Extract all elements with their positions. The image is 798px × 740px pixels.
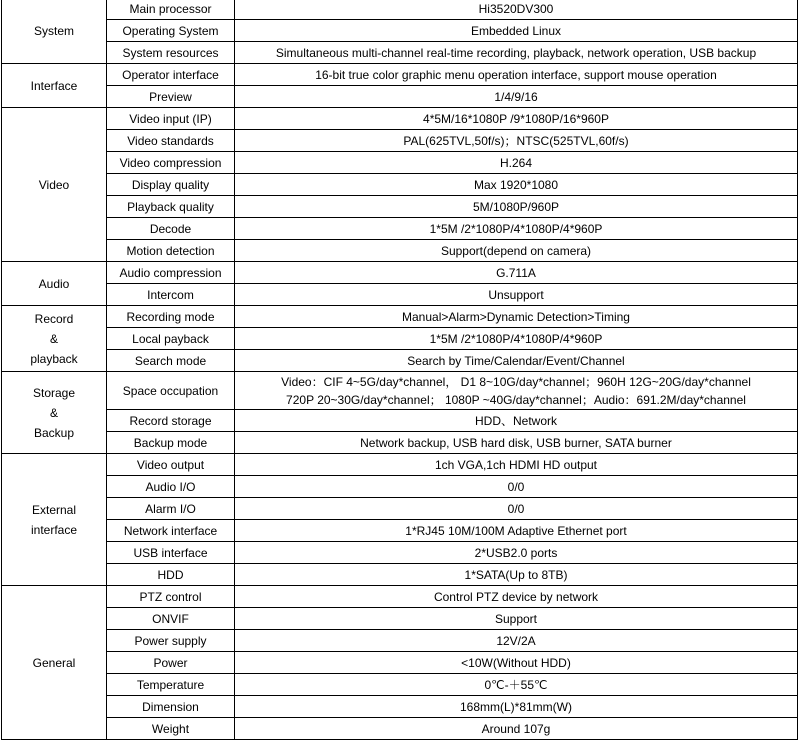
table-row bbox=[2, 454, 798, 476]
spec-label: PTZ control bbox=[107, 586, 235, 608]
spec-value-line: 1*SATA(Up to 8TB) bbox=[464, 567, 568, 582]
table-row bbox=[2, 108, 798, 130]
category-label: External bbox=[31, 502, 77, 517]
spec-label: Dimension bbox=[107, 696, 235, 718]
spec-table-body bbox=[2, 0, 798, 740]
spec-value-line: Embedded Linux bbox=[470, 23, 562, 38]
spec-value-line: 1ch VGA,1ch HDMI HD output bbox=[434, 457, 598, 472]
category-cell bbox=[2, 586, 107, 740]
spec-value-line: Around 107g bbox=[481, 721, 551, 736]
spec-value bbox=[235, 284, 798, 306]
spec-value-line: 720P 20~30G/day*channel； 1080P ~40G/day*channel；Audio：691.2M/day*channel bbox=[286, 392, 746, 407]
category-cell bbox=[2, 64, 107, 108]
category-label: General bbox=[32, 655, 76, 670]
spec-value bbox=[235, 306, 798, 328]
spec-value bbox=[235, 174, 798, 196]
table-row bbox=[2, 0, 798, 20]
spec-label: Preview bbox=[107, 86, 235, 108]
category-cell bbox=[2, 262, 107, 306]
spec-label: Power bbox=[107, 652, 235, 674]
spec-label: Audio compression bbox=[107, 262, 235, 284]
table-row bbox=[2, 542, 798, 564]
spec-label: Audio I/O bbox=[107, 476, 235, 498]
table-row bbox=[2, 630, 798, 652]
spec-value-line: 1/4/9/16 bbox=[494, 89, 538, 104]
spec-value-line: Support(depend on camera) bbox=[440, 243, 592, 258]
spec-value bbox=[235, 328, 798, 350]
spec-value bbox=[235, 454, 798, 476]
spec-value-line: 168mm(L)*81mm(W) bbox=[459, 699, 572, 714]
spec-value-line: Hi3520DV300 bbox=[478, 1, 554, 16]
table-row bbox=[2, 718, 798, 740]
spec-value bbox=[235, 608, 798, 630]
spec-label: Playback quality bbox=[107, 196, 235, 218]
spec-label: Display quality bbox=[107, 174, 235, 196]
spec-label: Power supply bbox=[107, 630, 235, 652]
table-row bbox=[2, 372, 798, 410]
category-label: Backup bbox=[33, 425, 75, 440]
table-row bbox=[2, 174, 798, 196]
table-row bbox=[2, 20, 798, 42]
table-row bbox=[2, 498, 798, 520]
spec-value-line: Video：CIF 4~5G/day*channel， D1 8~10G/day*channel；960H 12G~20G/day*channel bbox=[281, 374, 751, 389]
table-row bbox=[2, 130, 798, 152]
table-row bbox=[2, 152, 798, 174]
spec-label: System resources bbox=[107, 42, 235, 64]
spec-value bbox=[235, 674, 798, 696]
spec-label: Network interface bbox=[107, 520, 235, 542]
spec-value bbox=[235, 718, 798, 740]
spec-value bbox=[235, 20, 798, 42]
spec-value bbox=[235, 196, 798, 218]
spec-value bbox=[235, 586, 798, 608]
spec-value bbox=[235, 152, 798, 174]
table-row bbox=[2, 196, 798, 218]
spec-value-line: Support bbox=[494, 611, 538, 626]
table-row bbox=[2, 410, 798, 432]
table-row bbox=[2, 608, 798, 630]
category-label: interface bbox=[30, 522, 78, 537]
spec-label: Space occupation bbox=[107, 372, 235, 410]
table-row bbox=[2, 240, 798, 262]
category-cell bbox=[2, 306, 107, 372]
spec-value-line: Simultaneous multi-channel real-time recording, playback, network operation, USB backup bbox=[275, 45, 757, 60]
spec-value-line: Control PTZ device by network bbox=[433, 589, 599, 604]
table-row bbox=[2, 64, 798, 86]
spec-value-line: G.711A bbox=[496, 265, 536, 280]
spec-value bbox=[235, 696, 798, 718]
spec-value bbox=[235, 108, 798, 130]
spec-table bbox=[1, 0, 798, 740]
category-label: Storage bbox=[32, 385, 76, 400]
spec-label: Alarm I/O bbox=[107, 498, 235, 520]
spec-value bbox=[235, 630, 798, 652]
spec-value-line: H.264 bbox=[499, 155, 533, 170]
category-label: Video bbox=[38, 177, 70, 192]
spec-value bbox=[235, 372, 798, 410]
table-row bbox=[2, 350, 798, 372]
category-label: & bbox=[49, 405, 58, 420]
spec-value bbox=[235, 218, 798, 240]
spec-value-line: Unsupport bbox=[488, 287, 544, 302]
spec-value-line: 0/0 bbox=[507, 479, 525, 494]
spec-value-line: 5M/1080P/960P bbox=[472, 199, 560, 214]
spec-label: Local payback bbox=[107, 328, 235, 350]
spec-value bbox=[235, 64, 798, 86]
table-row bbox=[2, 674, 798, 696]
spec-label: Video input (IP) bbox=[107, 108, 235, 130]
category-label: System bbox=[33, 23, 74, 38]
spec-value-line: Max 1920*1080 bbox=[473, 177, 559, 192]
spec-label: Intercom bbox=[107, 284, 235, 306]
spec-value-line: Search by Time/Calendar/Event/Channel bbox=[407, 353, 625, 368]
spec-label: Video standards bbox=[107, 130, 235, 152]
spec-label: Search mode bbox=[107, 350, 235, 372]
spec-label: Decode bbox=[107, 218, 235, 240]
spec-value bbox=[235, 0, 798, 20]
spec-value bbox=[235, 262, 798, 284]
spec-value bbox=[235, 432, 798, 454]
category-label: playback bbox=[30, 351, 78, 366]
spec-value bbox=[235, 564, 798, 586]
category-cell bbox=[2, 454, 107, 586]
spec-label: Main processor bbox=[107, 0, 235, 20]
spec-value bbox=[235, 130, 798, 152]
category-cell bbox=[2, 372, 107, 454]
spec-label: Weight bbox=[107, 718, 235, 740]
spec-label: HDD bbox=[107, 564, 235, 586]
spec-value bbox=[235, 410, 798, 432]
table-row bbox=[2, 520, 798, 542]
category-cell bbox=[2, 0, 107, 64]
spec-value bbox=[235, 652, 798, 674]
table-row bbox=[2, 652, 798, 674]
table-row bbox=[2, 86, 798, 108]
spec-label: Video compression bbox=[107, 152, 235, 174]
spec-label: Motion detection bbox=[107, 240, 235, 262]
table-row bbox=[2, 218, 798, 240]
table-row bbox=[2, 262, 798, 284]
spec-value-line: HDD、Network bbox=[474, 413, 557, 428]
table-row bbox=[2, 432, 798, 454]
category-label: & bbox=[49, 331, 58, 346]
spec-value-line: 16-bit true color graphic menu operation interface, support mouse operation bbox=[315, 67, 717, 82]
spec-label: Video output bbox=[107, 454, 235, 476]
spec-label: Temperature bbox=[107, 674, 235, 696]
spec-value-line: 4*5M/16*1080P /9*1080P/16*960P bbox=[423, 111, 609, 126]
table-row bbox=[2, 284, 798, 306]
category-label: Audio bbox=[38, 276, 70, 291]
spec-label: Record storage bbox=[107, 410, 235, 432]
category-label: Interface bbox=[30, 78, 78, 93]
spec-label: Operating System bbox=[107, 20, 235, 42]
category-label: Record bbox=[34, 311, 74, 326]
table-row bbox=[2, 476, 798, 498]
spec-value-line: 1*RJ45 10M/100M Adaptive Ethernet port bbox=[405, 523, 627, 538]
spec-value-line: 1*5M /2*1080P/4*1080P/4*960P bbox=[429, 331, 603, 346]
spec-label: Recording mode bbox=[107, 306, 235, 328]
spec-value bbox=[235, 542, 798, 564]
spec-value-line: <10W(Without HDD) bbox=[461, 655, 571, 670]
table-row bbox=[2, 328, 798, 350]
spec-value-line: PAL(625TVL,50f/s)；NTSC(525TVL,60f/s) bbox=[403, 133, 629, 148]
spec-value-line: 1*5M /2*1080P/4*1080P/4*960P bbox=[429, 221, 603, 236]
table-row bbox=[2, 42, 798, 64]
spec-value-line: Network backup, USB hard disk, USB burner, SATA burner bbox=[360, 435, 672, 450]
table-row bbox=[2, 564, 798, 586]
spec-label: Operator interface bbox=[107, 64, 235, 86]
spec-value-line: Manual>Alarm>Dynamic Detection>Timing bbox=[402, 309, 630, 324]
spec-value bbox=[235, 350, 798, 372]
spec-label: USB interface bbox=[107, 542, 235, 564]
spec-value bbox=[235, 498, 798, 520]
spec-value bbox=[235, 476, 798, 498]
spec-value-line: 12V/2A bbox=[496, 633, 536, 648]
spec-value bbox=[235, 240, 798, 262]
table-row bbox=[2, 586, 798, 608]
spec-value bbox=[235, 86, 798, 108]
spec-value-line: 2*USB2.0 ports bbox=[474, 545, 558, 560]
spec-label: Backup mode bbox=[107, 432, 235, 454]
spec-value-line: 0/0 bbox=[507, 501, 525, 516]
spec-value bbox=[235, 42, 798, 64]
table-row bbox=[2, 696, 798, 718]
spec-label: ONVIF bbox=[107, 608, 235, 630]
category-cell bbox=[2, 108, 107, 262]
spec-value bbox=[235, 520, 798, 542]
spec-value-line: 0℃-＋55℃ bbox=[484, 677, 548, 692]
table-row bbox=[2, 306, 798, 328]
